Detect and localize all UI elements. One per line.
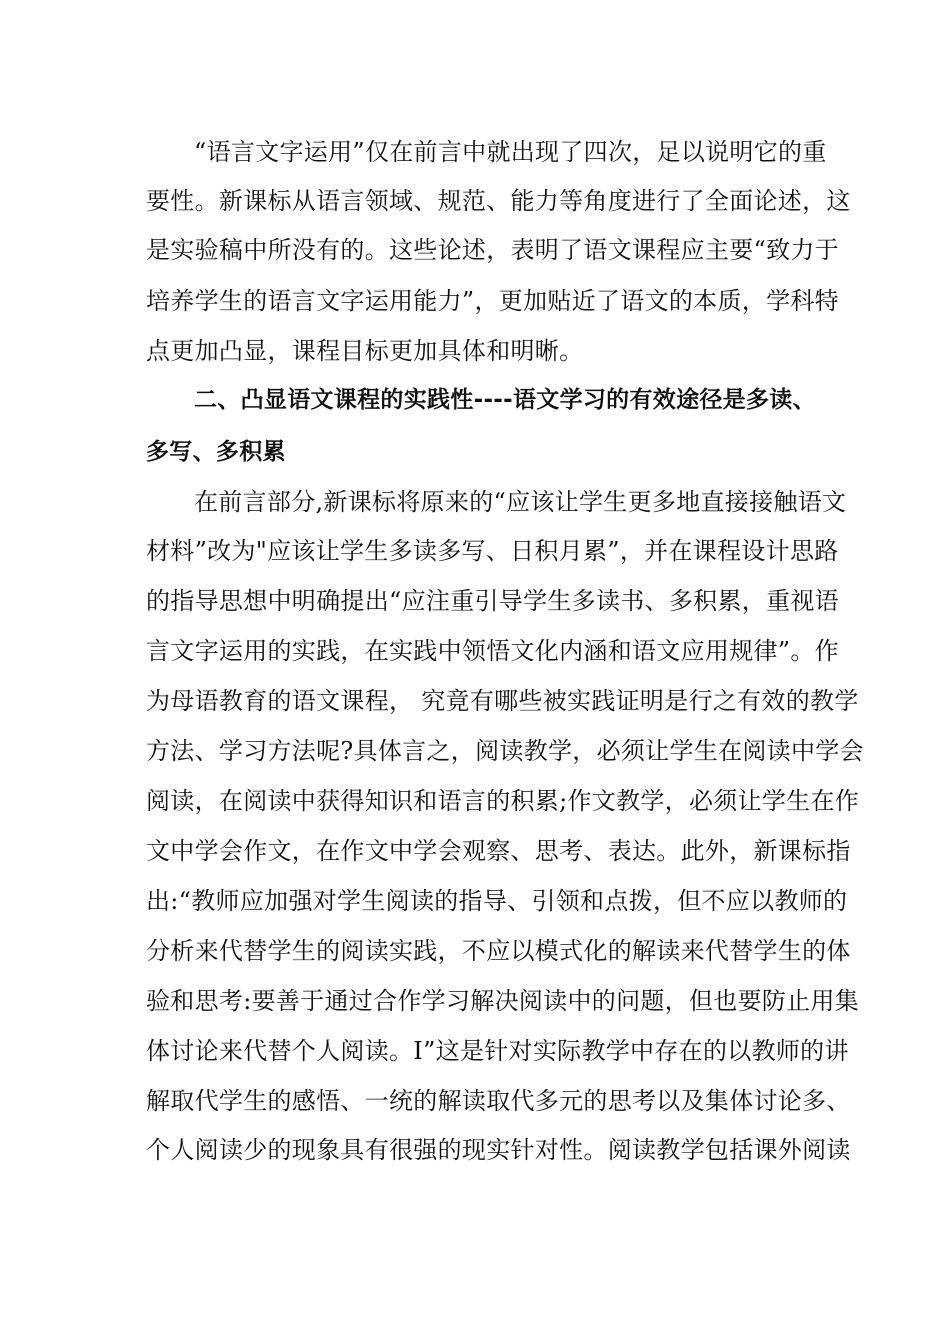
paragraph-2-line-5: 为母语教育的语文课程， 究竟有哪些被实践证明是行之有效的教学 — [146, 687, 859, 715]
paragraph-2-line-3: 的指导思想中明确提出“应注重引导学生多读书、多积累，重视语 — [146, 587, 839, 615]
paragraph-2-line-12: 体讨论来代替个人阅读。I”这是针对实际教学中存在的以教师的讲 — [146, 1037, 849, 1065]
paragraph-2-line-14: 个人阅读少的现象具有很强的现实针对性。阅读教学包括课外阅读 — [146, 1136, 851, 1164]
section-heading-line-2: 多写、多积累 — [146, 439, 286, 465]
paragraph-2-line-1: 在前言部分,新课标将原来的“应该让学生更多地直接接触语文 — [194, 488, 847, 516]
paragraph-2-line-11: 验和思考:要善于通过合作学习解决阅读中的问题，但也要防止用集 — [146, 987, 860, 1015]
section-heading-line-1: 二、凸显语文课程的实践性----语文学习的有效途径是多读、 — [194, 387, 816, 413]
paragraph-2-line-8: 文中学会作文，在作文中学会观察、思考、表达。此外，新课标指 — [146, 837, 851, 865]
paragraph-2-line-4: 言文字运用的实践，在实践中领悟文化内涵和语文应用规律”。作 — [146, 637, 839, 665]
paragraph-1-line-3: 是实验稿中所没有的。这些论述，表明了语文课程应主要“致力于 — [146, 236, 839, 264]
paragraph-2-line-6: 方法、学习方法呢?具体言之，阅读教学，必须让学生在阅读中学会 — [146, 737, 864, 765]
paragraph-2-line-13: 解取代学生的感悟、一统的解读取代多元的思考以及集体讨论多、 — [146, 1087, 851, 1115]
paragraph-2-line-10: 分析来代替学生的阅读实践，不应以模式化的解读来代替学生的体 — [146, 937, 851, 965]
paragraph-2-line-7: 阅读，在阅读中获得知识和语言的积累;作文教学，必须让学生在作 — [146, 787, 860, 815]
paragraph-1-line-4: 培养学生的语言文字运用能力”，更加贴近了语文的本质，学科特 — [146, 287, 839, 315]
paragraph-2-line-9: 出:“教师应加强对学生阅读的指导、引领和点拨，但不应以教师的 — [146, 887, 848, 915]
paragraph-2-line-2: 材料”改为"应该让学生多读多写、日积月累”，并在课程设计思路 — [146, 537, 839, 565]
paragraph-1-line-1: “语言文字运用”仅在前言中就出现了四次，足以说明它的重 — [194, 138, 827, 166]
paragraph-1-line-2: 要性。新课标从语言领域、规范、能力等角度进行了全面论述，这 — [146, 187, 851, 215]
paragraph-1-line-5: 点更加凸显，课程目标更加具体和明晰。 — [146, 337, 584, 365]
